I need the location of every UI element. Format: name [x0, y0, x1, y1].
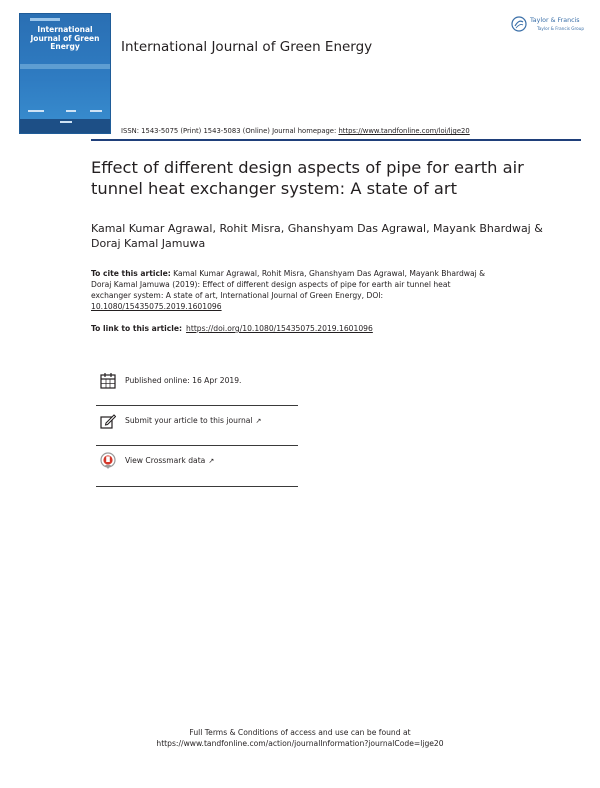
- external-link-icon: ↗: [255, 417, 262, 425]
- crossmark-label: View Crossmark data: [125, 456, 206, 465]
- publisher-logo[interactable]: [511, 16, 586, 36]
- publisher-logo-icon: [511, 16, 527, 32]
- journal-homepage-link[interactable]: https://www.tandfonline.com/loi/ljge20: [338, 127, 470, 135]
- cover-decoration: [30, 18, 60, 21]
- calendar-icon: [100, 372, 116, 390]
- crossmark-icon: [100, 452, 116, 470]
- cover-band: [20, 64, 110, 69]
- issn-line: [121, 127, 470, 135]
- cover-footer: [20, 119, 110, 133]
- cover-decoration: [28, 110, 44, 112]
- published-date-row: [96, 368, 298, 398]
- issn-text: ISSN: 1543-5075 (Print) 1543-5083 (Online) Journal homepage:: [121, 127, 339, 135]
- crossmark-row[interactable]: [96, 448, 298, 478]
- article-link-label: To link to this article:: [91, 324, 183, 333]
- crossmark-link[interactable]: [125, 456, 214, 465]
- footer-terms-text: Full Terms & Conditions of access and use can be found at: [189, 728, 411, 737]
- cover-decoration: [90, 110, 102, 112]
- citation-text: Kamal Kumar Agrawal, Rohit Misra, Ghanshyam Das Agrawal, Mayank Bhardwaj & Doraj Kamal Jamuwa (2019): Effect of different design aspects of pipe for earth air tunnel heat exchanger system: A state of art, International Journal of Green Energy, DOI:: [91, 269, 486, 300]
- submit-article-link[interactable]: [125, 416, 261, 425]
- citation-block: [91, 268, 491, 312]
- external-link-icon: ↗: [208, 457, 215, 465]
- pencil-edit-icon: [100, 412, 116, 430]
- submit-article-label: Submit your article to this journal: [125, 416, 253, 425]
- published-date-label: Published online: 16 Apr 2019.: [125, 376, 242, 385]
- footer-terms-link[interactable]: https://www.tandfonline.com/action/journalInformation?journalCode=ljge20: [156, 739, 444, 748]
- journal-name: International Journal of Green Energy: [121, 39, 373, 55]
- journal-cover-image[interactable]: [19, 13, 111, 134]
- article-authors: Kamal Kumar Agrawal, Rohit Misra, Ghanshyam Das Agrawal, Mayank Bhardwaj & Doraj Kamal Jamuwa: [91, 222, 543, 250]
- article-doi-link[interactable]: https://doi.org/10.1080/15435075.2019.1601096: [186, 324, 373, 333]
- footer: [0, 727, 600, 749]
- submit-article-row[interactable]: [96, 408, 298, 438]
- article-title: Effect of different design aspects of pipe for earth air tunnel heat exchanger system: A state of art: [91, 158, 524, 198]
- citation-label: To cite this article:: [91, 269, 171, 278]
- header-rule: [91, 139, 581, 141]
- doi-link[interactable]: 10.1080/15435075.2019.1601096: [91, 302, 222, 311]
- divider: [96, 405, 298, 406]
- cover-decoration: [66, 110, 76, 112]
- divider: [96, 486, 298, 487]
- publisher-logo-name: Taylor & Francis: [530, 17, 580, 24]
- divider: [96, 445, 298, 446]
- article-link-line: [91, 324, 491, 333]
- cover-title: International Journal of Green Energy: [30, 25, 100, 51]
- publisher-logo-sub: Taylor & Francis Group: [537, 26, 585, 31]
